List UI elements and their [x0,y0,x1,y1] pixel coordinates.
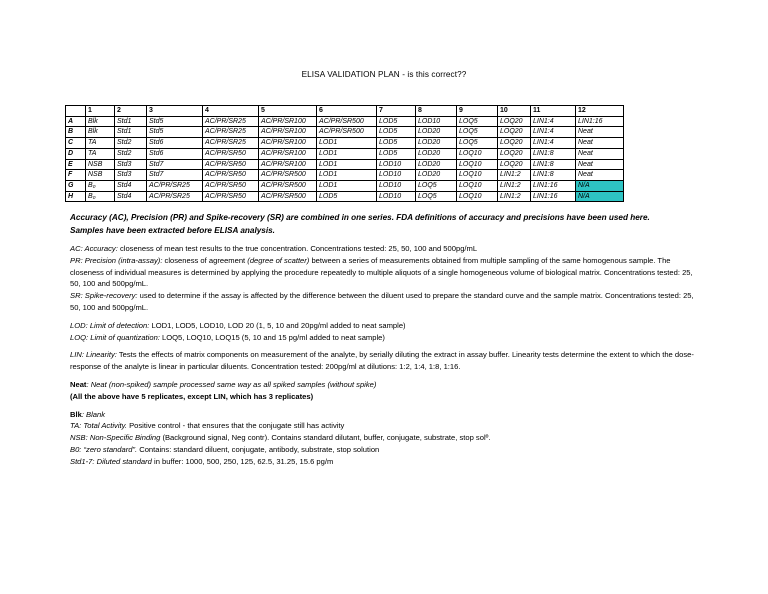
plate-cell: TA [86,138,115,149]
plate-row [66,127,624,138]
plate-cell: LIN1:4 [531,138,576,149]
plate-cell: LOQ20 [498,138,531,149]
plate-cell: Std4 [115,191,147,202]
plate-cell: LOD10 [377,180,416,191]
row-header: D [66,148,86,159]
plate-cell: LIN1:16 [531,191,576,202]
plate-cell: LIN1:2 [498,170,531,181]
sr-text: used to determine if the assay is affected by the difference between the diluent used to prepare the standard curve and the sample matrix. Concentrations tested: 25, 50, 100 and 500pg/mL. [70,291,694,312]
plate-cell: Std5 [147,116,203,127]
column-header [66,106,86,117]
plate-cell: NSB [86,159,115,170]
pr-term: PR [70,255,81,265]
plate-cell: LOQ5 [457,138,498,149]
pr-text-cont: between a series of measurements obtained from multiple sampling of the same homogenous sample. The closeness of individual measures is determined by applying the procedure repeatedly to multiple aliquots of a single homogeneous volume of biological matrix. Concentrations tested: 25, 50, 100 and 500pg/mL. [70,255,693,289]
plate-cell: AC/PR/SR25 [147,191,203,202]
ac-name: : Accuracy: [80,244,118,253]
plate-cell: AC/PR/SR500 [259,170,317,181]
plate-cell: AC/PR/SR100 [259,127,317,138]
plate-cell: N/A [576,180,624,191]
lin-name: LIN: Linearity: [70,350,117,360]
notes-section [70,212,700,468]
plate-row [66,159,624,170]
plate-cell: Std1 [115,127,147,138]
loq-text: LOQ5, LOQ10, LOQ15 (5, 10 and 15 pg/ml added to neat sample) [159,332,385,342]
plate-cell: LIN1:16 [531,180,576,191]
plate-cell: LOD5 [377,138,416,149]
plate-cell: Std3 [115,159,147,170]
plate-cell: LOD20 [416,159,457,170]
plate-cell: Std2 [115,138,147,149]
column-header: 11 [531,106,576,117]
plate-cell: AC/PR/SR50 [203,180,259,191]
plate-cell: AC/PR/SR500 [259,180,317,191]
ac-text: closeness of mean test results to the true concentration. Concentrations tested: 25, 50, 100 and 500pg/mL [117,244,478,253]
plate-cell: LIN1:8 [531,148,576,159]
ta-name: TA: Total Activity. [70,421,127,431]
plate-cell: AC/PR/SR25 [147,180,203,191]
plate-cell: LOQ10 [457,180,498,191]
plate-cell: Std1 [115,116,147,127]
plate-cell: LOD20 [416,170,457,181]
plate-cell: Std3 [115,170,147,181]
replicates-note: (All the above have 5 replicates, except LIN, which has 3 replicates) [70,391,314,401]
plate-cell: LIN1:2 [498,191,531,202]
column-header: 10 [498,106,531,117]
loq-name: LOQ: Limit of quantization: [70,332,160,342]
plate-cell: LIN1:16 [576,116,624,127]
column-header: 9 [457,106,498,117]
sr-name: : Spike-recovery: [80,291,138,301]
plate-cell: AC/PR/SR500 [317,127,377,138]
plate-cell: LIN1:4 [531,127,576,138]
row-header: E [66,159,86,170]
column-header: 2 [115,106,147,117]
std-definition [70,456,700,468]
plate-cell: Std5 [147,127,203,138]
nsb-definition [70,432,700,444]
lin-definition [70,349,700,373]
plate-cell: LIN1:8 [531,170,576,181]
plate-cell: LOD5 [377,127,416,138]
row-header: A [66,116,86,127]
plate-header-row [66,106,624,117]
samples-note: Samples have been extracted before ELISA analysis. [70,225,275,235]
plate-cell: AC/PR/SR500 [259,191,317,202]
ac-definition [70,243,700,255]
sr-term: SR [70,291,81,301]
plate-cell: AC/PR/SR100 [259,159,317,170]
plate-cell: LIN1:8 [531,159,576,170]
plate-cell: LIN1:2 [498,180,531,191]
plate-cell: AC/PR/SR50 [203,191,259,202]
plate-cell: LOQ5 [416,191,457,202]
column-header: 5 [259,106,317,117]
plate-cell: LOD5 [377,148,416,159]
sr-definition [70,290,700,314]
plate-cell: Neat [576,159,624,170]
plate-cell: LOQ5 [457,116,498,127]
blk-text: : Blank [81,409,106,419]
plate-cell: Blk [86,116,115,127]
plate-cell: LOQ20 [498,116,531,127]
row-header: F [66,170,86,181]
plate-cell: Neat [576,127,624,138]
plate-cell: LOD1 [317,148,377,159]
plate-layout-table [65,105,624,202]
plate-cell: AC/PR/SR100 [259,148,317,159]
lin-text: Tests the effects of matrix components on measurement of the analyte, by serially diluting the extract in assay buffer. Linearity tests determine the extent to which the dose-response of the analyte is linear in particular diluents. Concentration tested: 200pg/ml at dilutions: 1:2, 1:4, 1:8, 1:16. [70,350,694,372]
plate-cell: AC/PR/SR50 [203,148,259,159]
ac-term: AC [70,244,81,253]
plate-row [66,116,624,127]
column-header: 12 [576,106,624,117]
nsb-name: NSB: Non-Specific Binding [70,433,161,443]
plate-row [66,180,624,191]
plate-cell: AC/PR/SR50 [203,159,259,170]
plate-cell: Std7 [147,170,203,181]
lod-definition [70,320,700,332]
plate-cell: LOQ20 [498,159,531,170]
plate-cell: B₀ [86,180,115,191]
plate-cell: Std4 [115,180,147,191]
plate-cell: LOD5 [377,116,416,127]
plate-cell: LOD20 [416,138,457,149]
ta-definition [70,420,700,432]
row-header: C [66,138,86,149]
row-header: G [66,180,86,191]
plate-cell: AC/PR/SR100 [259,138,317,149]
plate-cell: LOD10 [416,116,457,127]
plate-cell: LOQ5 [457,127,498,138]
neat-text: : Neat (non-spiked) sample processed same way as all spiked samples (without spike) [86,379,377,389]
loq-definition [70,332,700,344]
row-header: B [66,127,86,138]
plate-cell: AC/PR/SR25 [203,127,259,138]
plate-cell: NSB [86,170,115,181]
plate-cell: LOD1 [317,180,377,191]
plate-row [66,138,624,149]
plate-cell: Blk [86,127,115,138]
plate-cell: N/A [576,191,624,202]
plate-cell: Std7 [147,159,203,170]
column-header: 8 [416,106,457,117]
plate-cell: LOD10 [377,191,416,202]
blk-definition [70,409,700,421]
plate-cell: AC/PR/SR25 [203,138,259,149]
plate-cell: Neat [576,138,624,149]
plate-cell: LOD10 [377,159,416,170]
plate-cell: B₀ [86,191,115,202]
plate-cell: Neat [576,148,624,159]
column-header: 4 [203,106,259,117]
plate-cell: LOQ20 [498,148,531,159]
row-header: H [66,191,86,202]
plate-row [66,148,624,159]
summary-text: Accuracy (AC), Precision (PR) and Spike-recovery (SR) are combined in one series. FDA definitions of accuracy and precisions have been used here. [70,213,650,222]
plate-cell: LOD1 [317,170,377,181]
plate-cell: LOD5 [317,191,377,202]
plate-cell: LIN1:4 [531,116,576,127]
plate-cell: LOD20 [416,127,457,138]
plate-cell: AC/PR/SR100 [259,116,317,127]
lod-name: LOD: Limit of detection: [70,320,150,330]
b0-definition [70,444,700,456]
plate-cell: AC/PR/SR25 [203,116,259,127]
pr-text: closeness of agreement [162,255,248,265]
plate-cell: AC/PR/SR500 [317,116,377,127]
column-header: 6 [317,106,377,117]
b0-name: B0: “zero standard”. [70,444,138,454]
b0-text: Contains: standard diluent, conjugate, antibody, substrate, stop solution [137,444,380,454]
page-title: ELISA VALIDATION PLAN - is this correct?? [301,70,467,79]
std-text: in buffer: 1000, 500, 250, 125, 62.5, 31.25, 15.6 pg/m [151,456,334,466]
lod-text: LOD1, LOD5, LOD10, LOD 20 (1, 5, 10 and 20pg/ml added to neat sample) [149,320,406,330]
plate-cell: LOQ10 [457,148,498,159]
plate-cell: AC/PR/SR50 [203,170,259,181]
pr-definition [70,255,700,290]
plate-cell: Std2 [115,148,147,159]
neat-term: Neat [70,379,87,389]
blk-term: Blk [70,409,82,419]
plate-cell: LOQ20 [498,127,531,138]
summary-line [70,212,700,237]
plate-cell: Std6 [147,148,203,159]
plate-cell: LOQ10 [457,159,498,170]
plate-cell: LOD1 [317,138,377,149]
neat-definition [70,379,700,391]
plate-cell: LOD10 [377,170,416,181]
column-header: 1 [86,106,115,117]
pr-name: : Precision (intra-assay): [80,255,163,265]
pr-scatter-note: (degree of scatter) [247,255,310,265]
plate-cell: Neat [576,170,624,181]
plate-cell: LOQ10 [457,191,498,202]
column-header: 7 [377,106,416,117]
column-header: 3 [147,106,203,117]
plate-cell: LOD20 [416,148,457,159]
ta-text: Positive control - that ensures that the conjugate still has activity [126,421,345,431]
plate-row [66,170,624,181]
nsb-text: (Background signal, Neg contr). Contains standard dilutant, buffer, conjugate, substrate, stop solº. [160,433,491,443]
plate-cell: LOQ10 [457,170,498,181]
plate-cell: TA [86,148,115,159]
plate-cell: Std6 [147,138,203,149]
plate-cell: LOD1 [317,159,377,170]
plate-cell: LOQ5 [416,180,457,191]
std-name: Std1-7: Diluted standard [70,456,152,466]
plate-row [66,191,624,202]
